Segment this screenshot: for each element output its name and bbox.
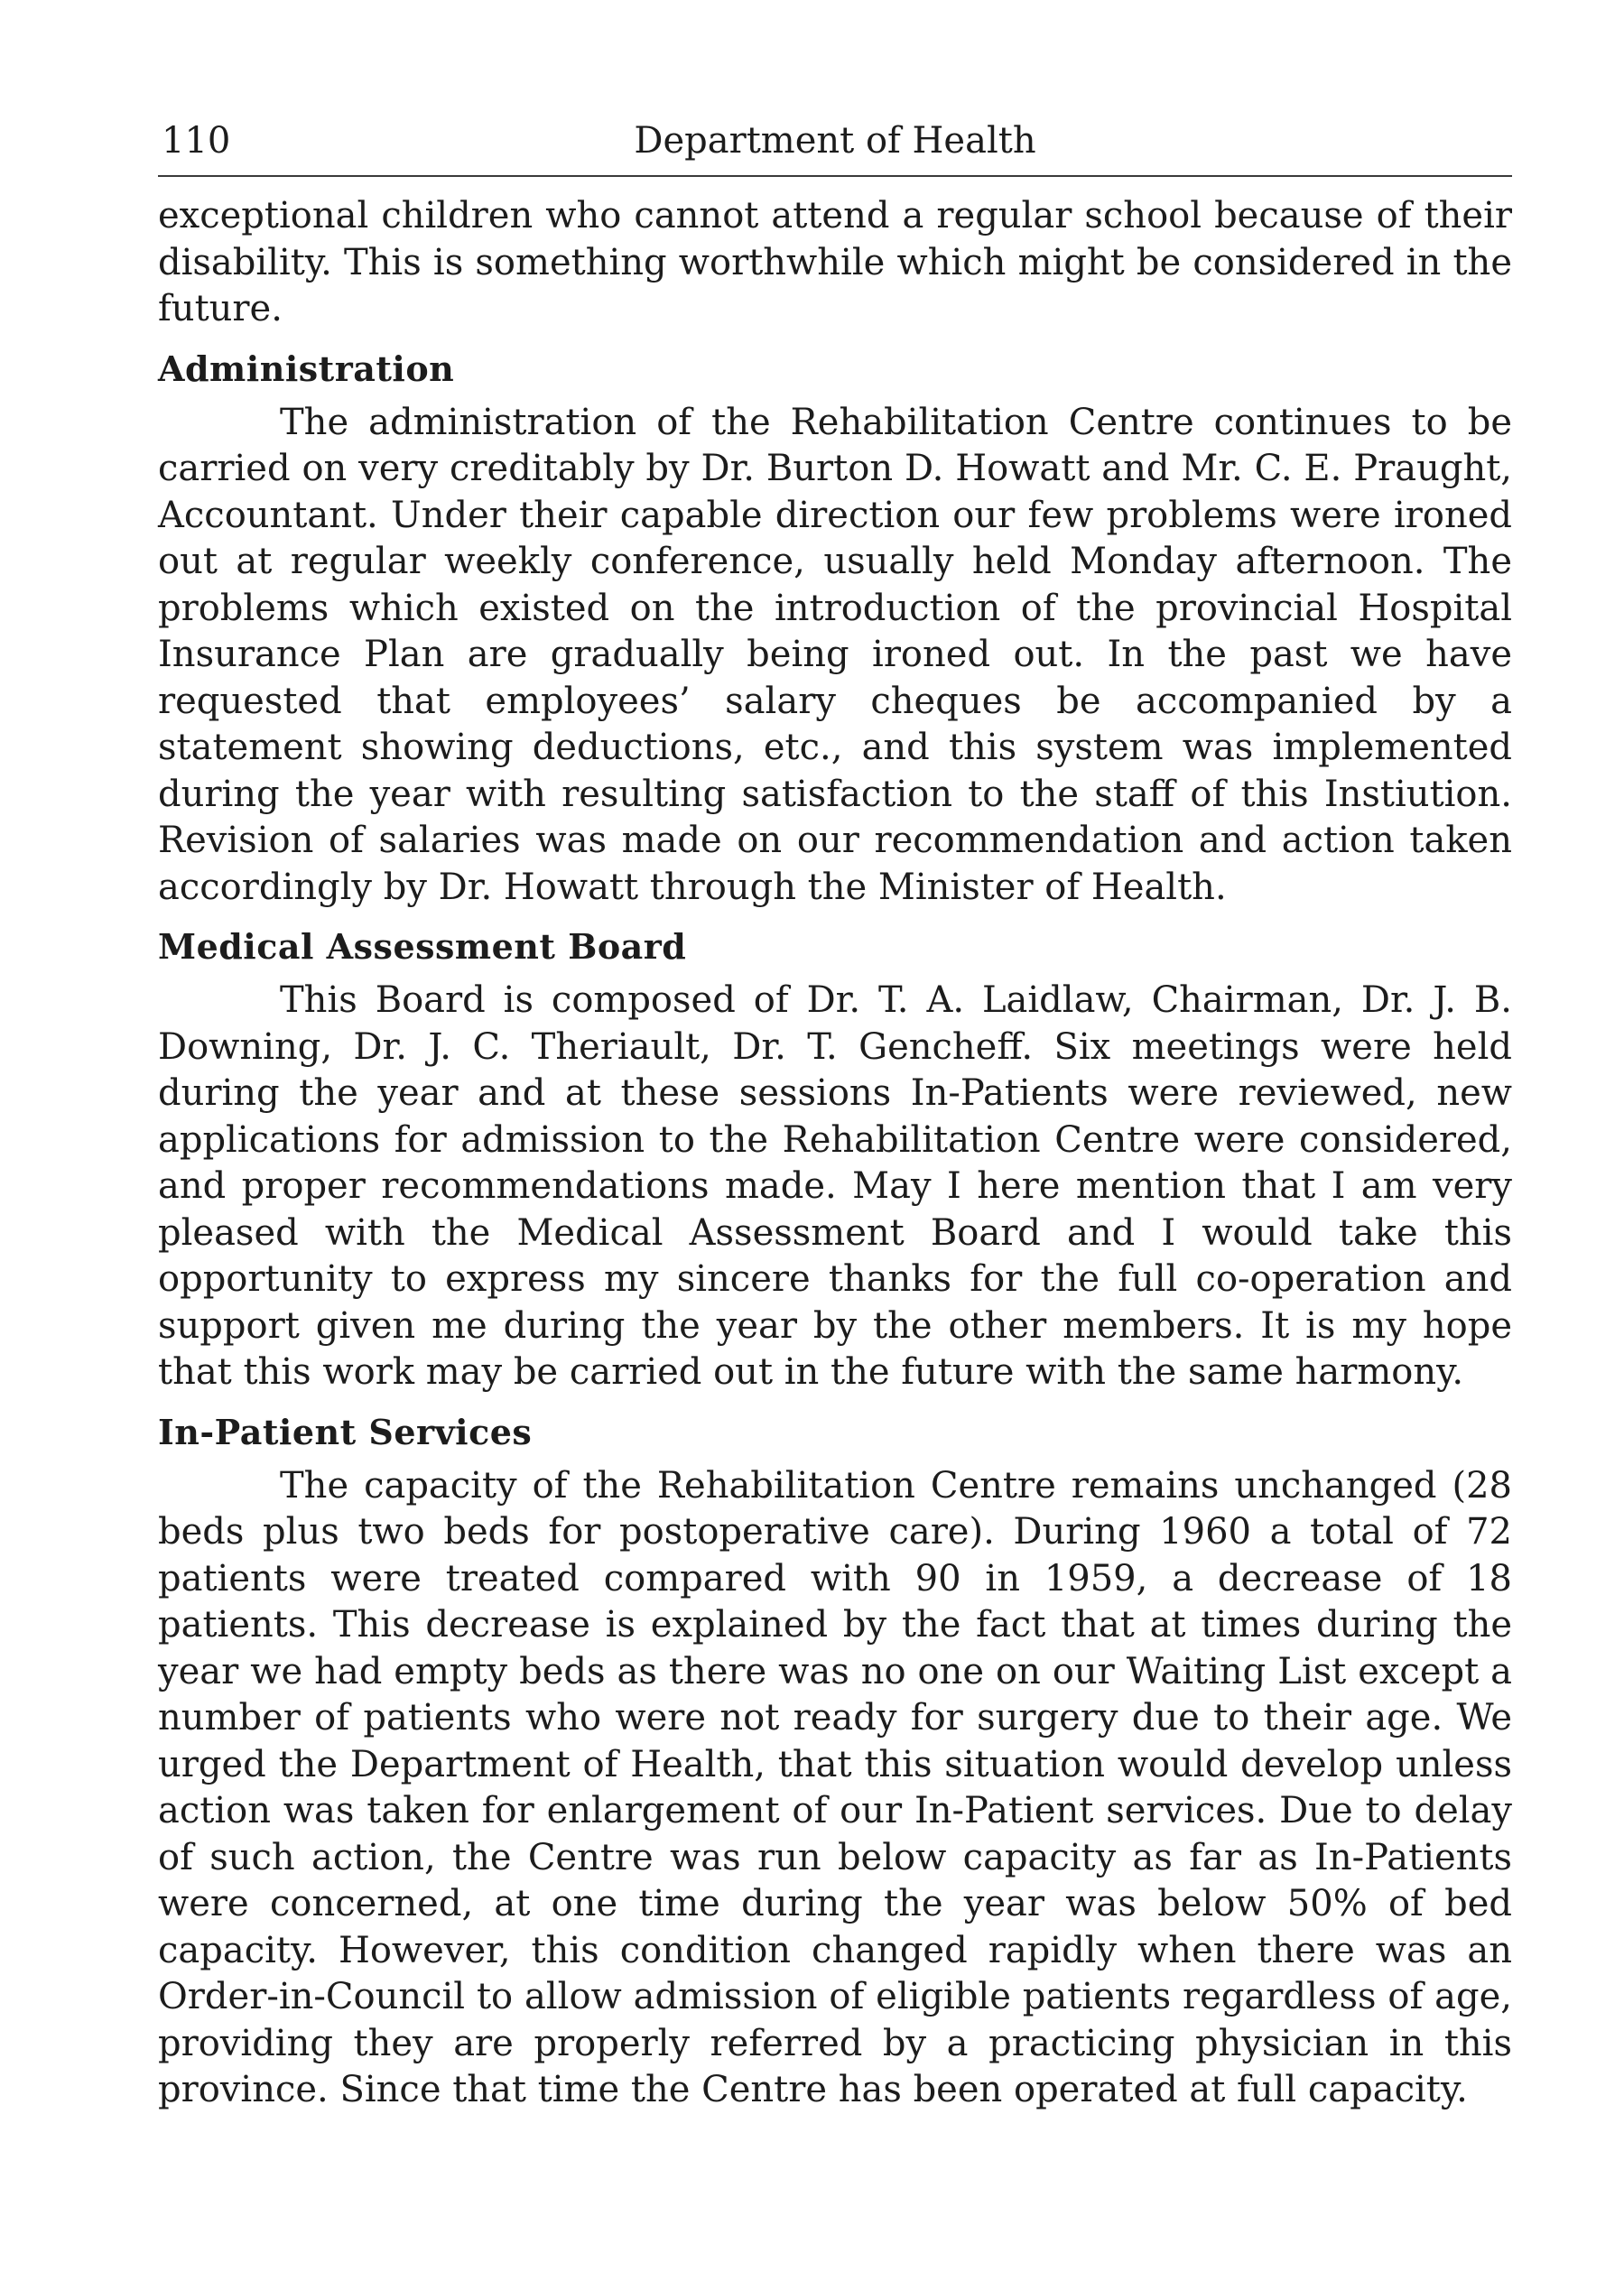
section-body: This Board is composed of Dr. T. A. Laidlaw, Chairman, Dr. J. B. Downing, Dr. J. C. Theriault, Dr. T. Gencheff. Six meetings were held during the year and at these sessions In-Patients were reviewed, new applications for admission to the Rehabilitation Centre were considered, and proper recommendations made. May I here mention that I am very pleased with the Medical Assessment Board and I would take this opportunity to express my sincere thanks for the full co-operation and support given me during the year by the other members. It is my hope that this work may be carried out in the future with the same harmony. (158, 979, 1512, 1393)
running-header (158, 117, 1512, 164)
section-medical-assessment-board (158, 925, 1512, 1396)
section-heading: Medical Assessment Board (158, 926, 687, 967)
section-administration (158, 348, 1512, 912)
intro-paragraph: exceptional children who cannot attend a regular school because of their disability. This is something worthwhile which might be considered in the future. (158, 195, 1512, 329)
section-body: The administration of the Rehabilitation Centre continues to be carried on very creditably by Dr. Burton D. Howatt and Mr. C. E. Praught, Accountant. Under their capable direction our few problems were ironed out at regular weekly conference, usually held Monday afternoon. The problems which existed on the introduction of the provincial Hospital Insurance Plan are gradually being ironed out. In the past we have requested that employees’ salary cheques be accompanied by a statement showing deductions, etc., and this system was implemented during the year with resulting satisfaction to the staff of this Instiution. Revision of salaries was made on our recommendation and action taken accordingly by Dr. Howatt through the Minister of Health. (158, 401, 1512, 908)
header-rule (158, 175, 1512, 177)
page-number: 110 (162, 120, 231, 162)
document-page (158, 117, 1512, 2114)
section-body: The capacity of the Rehabilitation Centre remains unchanged (28 beds plus two beds for postoperative care). During 1960 a total of 72 patients were treated compared with 90 in 1959, a decrease of 18 patients. This decrease is explained by the fact that at times during the year we had empty beds as there was no one on our Waiting List except a number of patients who were not ready for surgery due to their age. We urged the Department of Health, that this situation would develop unless action was taken for enlargement of our In-Patient services. Due to delay of such action, the Centre was run below capacity as far as In-Patients were concerned, at one time during the year was below 50% of bed capacity. However, this condition changed rapidly when there was an Order-in-Council to allow admission of eligible patients regardless of age, providing they are properly referred by a practicing physician in this province. Since that time the Centre has been operated at full capacity. (158, 1464, 1512, 2110)
section-heading: Administration (158, 348, 455, 389)
section-heading: In-Patient Services (158, 1411, 533, 1452)
running-title: Department of Health (634, 120, 1036, 162)
section-in-patient-services (158, 1411, 1512, 2114)
